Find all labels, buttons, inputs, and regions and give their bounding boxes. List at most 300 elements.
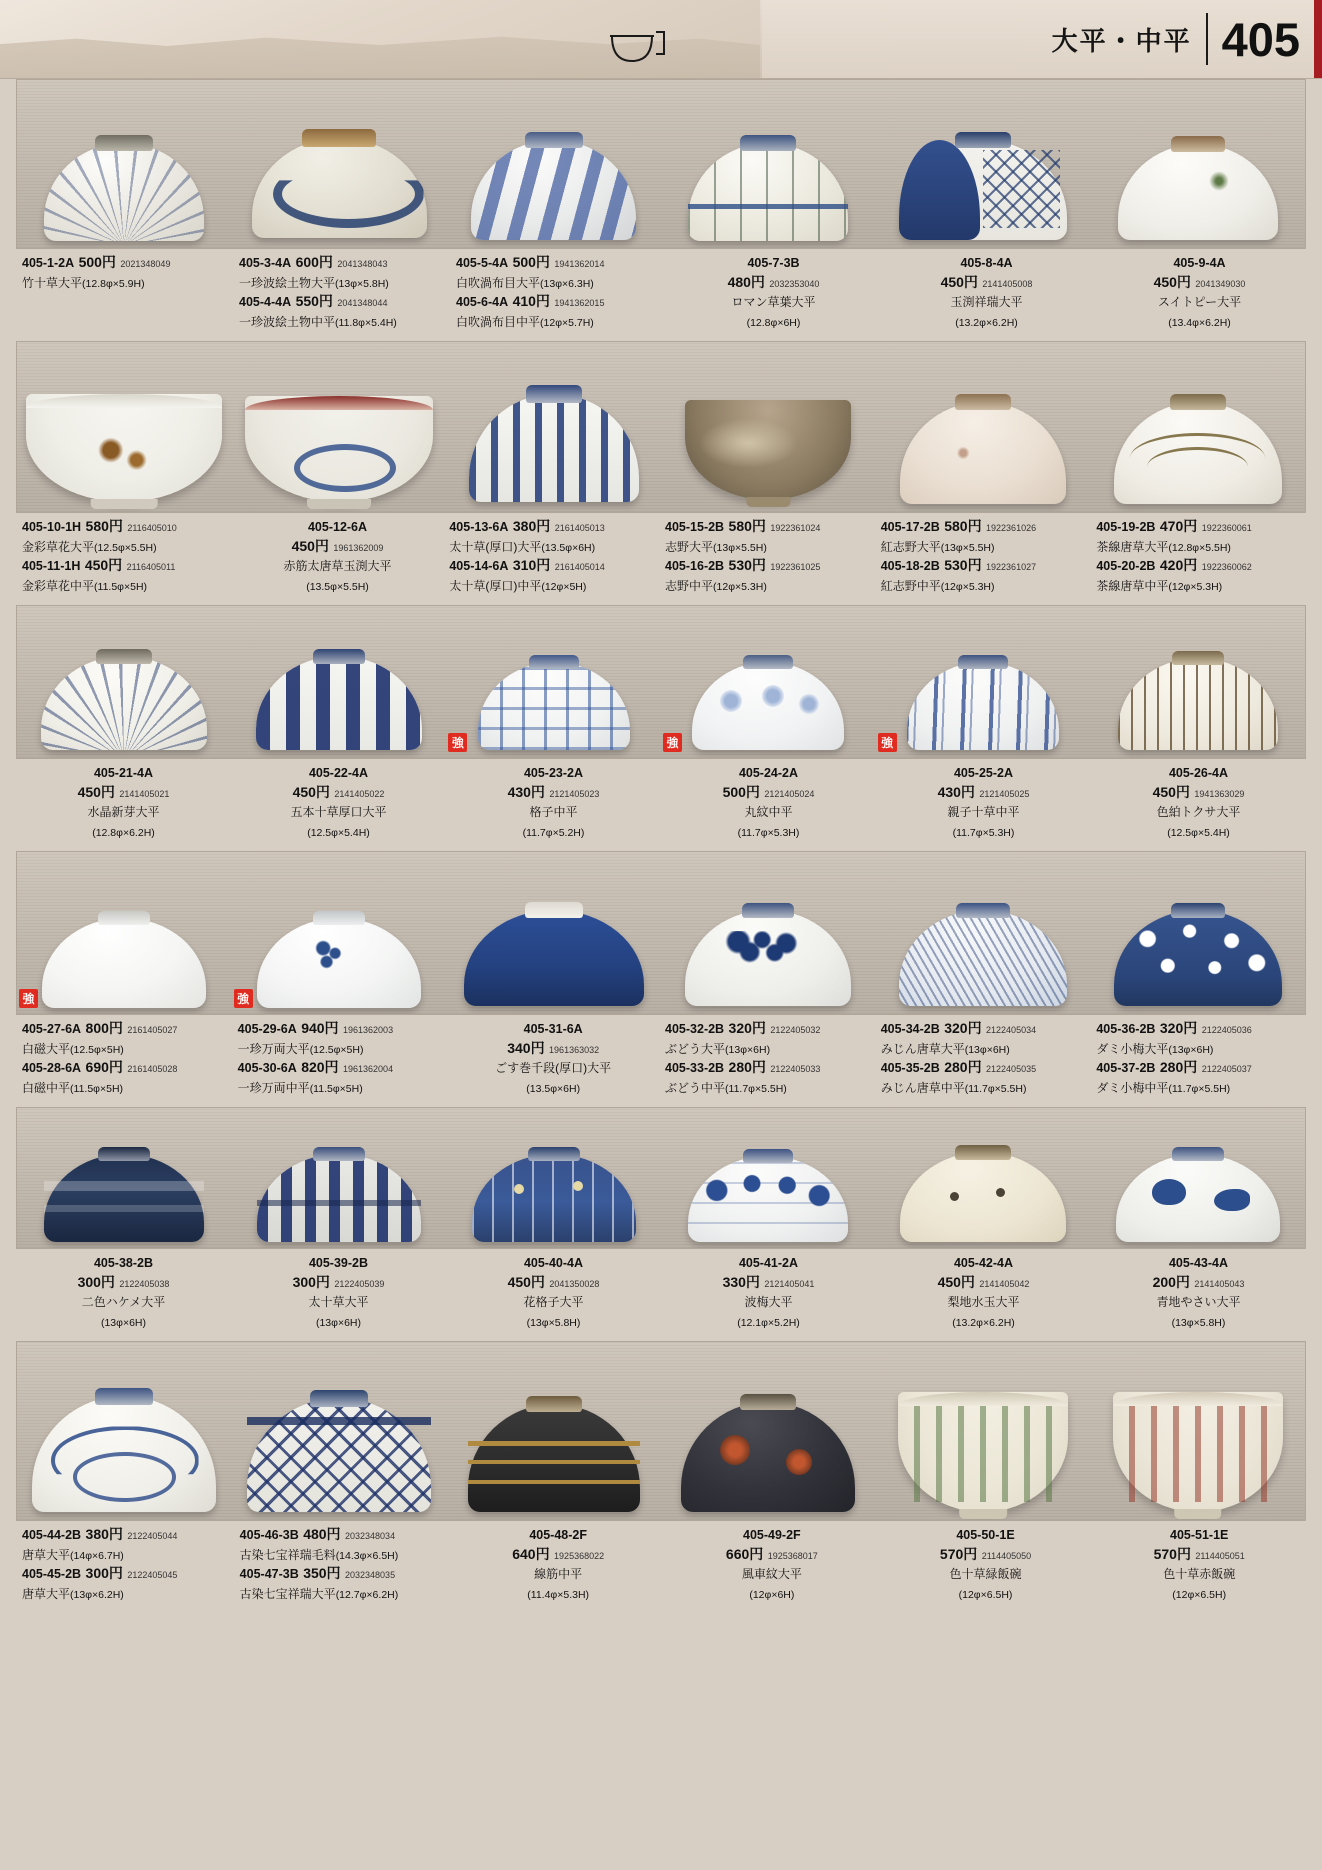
product-price: 580円 (728, 518, 766, 535)
product-dims: (14φ×6.7H) (70, 1549, 124, 1562)
product-code: 405-23-2A (523, 766, 584, 781)
product-photo (446, 1108, 661, 1248)
product-sku: 2122405045 (127, 1570, 178, 1581)
product-dims: (11.7φ×5.3H) (737, 826, 800, 839)
product-name: 赤筋太唐草玉渕大平 (283, 559, 392, 574)
caption-cell (667, 253, 880, 331)
caption-cell (880, 253, 1093, 331)
product-sku: 2122405033 (770, 1064, 821, 1075)
product-code: 405-25-2A (953, 766, 1014, 781)
photo-strip-5 (16, 1107, 1306, 1249)
product-photo (17, 606, 232, 758)
product-code: 405-43-4A (1168, 1256, 1229, 1271)
caption-cell (447, 1019, 659, 1097)
product-dims: (12.5φ×5.5H) (94, 541, 157, 554)
product-name: ダミ小梅大平 (1096, 1041, 1169, 1056)
caption-row-1 (16, 253, 1306, 331)
product-photo (446, 342, 661, 512)
product-name: 志野大平 (665, 539, 714, 554)
product-sku: 2114405051 (1195, 1550, 1245, 1561)
product-sku: 2122405036 (1201, 1025, 1252, 1036)
product-sku: 1941363029 (1194, 788, 1245, 799)
product-price: 310円 (512, 557, 551, 574)
product-name: 花格子大平 (523, 1295, 584, 1310)
product-code: 405-47-3B (239, 1567, 299, 1582)
caption-cell (443, 517, 659, 595)
product-dims: (11.7φ×5.5H) (725, 1082, 787, 1095)
product-name: スイトピー大平 (1157, 295, 1242, 310)
product-price: 550円 (295, 293, 333, 310)
product-dims: (12φ×5.7H) (540, 316, 594, 329)
product-sku: 2141405008 (982, 278, 1033, 289)
caption-cell (233, 253, 450, 331)
product-dims: (12.5φ×5H) (309, 1043, 364, 1056)
strong-badge: 強 (878, 733, 897, 752)
product-price: 450円 (507, 1273, 545, 1290)
product-code: 405-44-2B (22, 1528, 82, 1543)
caption-cell (234, 1525, 452, 1603)
product-sku: 1922360062 (1201, 562, 1252, 573)
product-photo (446, 606, 661, 758)
caption-cell (1093, 253, 1306, 331)
caption-cell (446, 1253, 661, 1331)
product-dims: (13φ×5.8H) (526, 1316, 581, 1329)
product-price: 640円 (512, 1545, 550, 1562)
product-code: 405-10-1H (22, 520, 82, 535)
product-dims: (12.1φ×5.2H) (737, 1316, 800, 1329)
product-dims: (12.8φ×6H) (746, 316, 801, 329)
product-photo (661, 1342, 876, 1520)
product-price: 280円 (944, 1059, 982, 1076)
product-name: 一珍万両中平 (237, 1080, 310, 1095)
product-sku: 2021348049 (120, 259, 171, 269)
product-name: 格子中平 (529, 805, 578, 820)
product-dims: (12φ×5.3H) (713, 580, 767, 593)
product-sku: 2141405021 (119, 788, 170, 799)
caption-row-5 (16, 1253, 1306, 1331)
product-name: ダミ小梅中平 (1096, 1080, 1169, 1095)
product-photo (661, 342, 876, 512)
product-photo (1090, 1108, 1305, 1248)
product-code: 405-42-4A (953, 1256, 1014, 1271)
product-dims: (13.5φ×5.5H) (306, 580, 369, 593)
product-photo (232, 342, 447, 512)
strong-badge: 強 (234, 989, 253, 1008)
product-name: みじん唐草大平 (880, 1041, 965, 1056)
product-name: みじん唐草中平 (880, 1080, 965, 1095)
product-price: 300円 (292, 1273, 330, 1290)
product-code: 405-8-4A (960, 256, 1013, 270)
product-photo (17, 1108, 232, 1248)
caption-row-6 (16, 1525, 1306, 1603)
product-sku: 1941362014 (554, 259, 605, 269)
product-code: 405-17-2B (880, 520, 940, 535)
product-row-2 (16, 341, 1306, 595)
product-price: 380円 (512, 518, 551, 535)
strong-badge: 強 (448, 733, 467, 752)
caption-cell (16, 1019, 232, 1097)
product-price: 580円 (85, 518, 123, 535)
product-sku: 2122405032 (770, 1025, 821, 1036)
product-dims: (12φ×6H) (749, 1588, 795, 1601)
product-price: 320円 (1159, 1020, 1198, 1037)
product-price: 690円 (85, 1059, 123, 1076)
product-price: 500円 (512, 254, 550, 270)
product-price: 660円 (725, 1545, 764, 1562)
product-sku: 2041349030 (1195, 278, 1246, 289)
product-name: 紅志野中平 (880, 578, 941, 593)
product-price: 450円 (291, 537, 329, 554)
product-price: 820円 (301, 1059, 339, 1076)
product-price: 320円 (944, 1020, 982, 1037)
product-photo (661, 80, 876, 248)
product-dims: (13φ×5.8H) (1171, 1316, 1226, 1329)
product-price: 350円 (303, 1565, 341, 1582)
caption-cell (1090, 517, 1306, 595)
product-sku: 2141405042 (979, 1278, 1030, 1289)
product-price: 410円 (512, 293, 550, 310)
product-dims: (14.3φ×6.5H) (335, 1549, 399, 1562)
product-code: 405-29-6A (237, 1022, 297, 1037)
product-name: 白磁大平 (22, 1041, 71, 1056)
caption-row-3 (16, 763, 1306, 841)
product-price: 300円 (77, 1273, 115, 1290)
photo-strip-6 (16, 1341, 1306, 1521)
product-code: 405-12-6A (307, 520, 368, 535)
title-divider (1206, 13, 1208, 65)
caption-cell (659, 1019, 875, 1097)
product-sku: 1961362009 (333, 542, 384, 553)
caption-cell (231, 1253, 446, 1331)
product-sku: 2122405044 (127, 1531, 178, 1542)
product-code: 405-39-2B (308, 1256, 369, 1271)
product-dims: (11.7φ×5.2H) (522, 826, 585, 839)
product-sku: 1961362004 (343, 1064, 394, 1075)
product-code: 405-26-4A (1168, 766, 1229, 781)
product-dims: (13.5φ×6H) (541, 541, 596, 554)
product-price: 500円 (722, 783, 760, 800)
product-row-3 (16, 605, 1306, 841)
product-row-1 (16, 79, 1306, 331)
product-price: 470円 (1159, 518, 1198, 535)
product-price: 940円 (301, 1020, 339, 1037)
product-code: 405-7-3B (747, 256, 800, 270)
product-code: 405-13-6A (449, 520, 509, 535)
product-price: 320円 (728, 1020, 766, 1037)
product-dims: (13φ×6H) (315, 1316, 362, 1329)
caption-cell (16, 763, 231, 841)
product-name: 茶線唐草中平 (1096, 578, 1169, 593)
product-sku: 2116405011 (126, 562, 176, 573)
product-code: 405-11-1H (22, 559, 81, 574)
product-name: 一珍万両大平 (237, 1041, 310, 1056)
product-dims: (13.2φ×6.2H) (955, 316, 1018, 329)
red-edge-bar (1314, 0, 1322, 78)
product-photo (17, 852, 232, 1014)
product-code: 405-19-2B (1096, 520, 1156, 535)
product-code: 405-28-6A (22, 1061, 82, 1076)
product-code: 405-38-2B (93, 1256, 154, 1271)
product-name: 一珍波絵土物中平 (239, 314, 336, 329)
product-sku: 1941362015 (554, 298, 605, 309)
product-photo (232, 80, 447, 248)
product-dims: (12φ×6.5H) (958, 1588, 1013, 1601)
caption-cell (661, 763, 876, 841)
product-sku: 1925368017 (767, 1550, 818, 1561)
caption-cell (879, 1525, 1093, 1603)
product-dims: (11.4φ×5.3H) (527, 1588, 590, 1601)
product-dims: (12φ×5.3H) (940, 580, 995, 593)
product-photo (446, 1342, 661, 1520)
product-name: 古染七宝祥瑞毛料 (239, 1547, 336, 1562)
product-code: 405-27-6A (22, 1022, 82, 1037)
product-photo (232, 1108, 447, 1248)
product-photo (661, 606, 876, 758)
product-price: 450円 (77, 783, 115, 800)
product-sku: 2032348034 (345, 1531, 396, 1542)
caption-cell (1090, 1019, 1306, 1097)
product-sku: 1922361024 (770, 523, 821, 534)
caption-cell (232, 1019, 448, 1097)
product-sku: 1922361027 (986, 562, 1037, 573)
product-name: 白吹渦布目中平 (456, 314, 541, 329)
product-name: 親子十草中平 (947, 805, 1020, 820)
product-sku: 2121405024 (764, 788, 815, 799)
product-name: 紅志野大平 (880, 539, 941, 554)
product-sku: 2161405014 (554, 562, 605, 573)
product-name: 竹十草大平 (22, 275, 83, 290)
bowl-icon (606, 24, 668, 64)
product-code: 405-36-2B (1096, 1022, 1156, 1037)
product-price: 480円 (303, 1526, 341, 1543)
product-name: 色十草緑飯碗 (949, 1567, 1022, 1582)
product-price: 450円 (940, 273, 978, 290)
product-photo (17, 1342, 232, 1520)
product-dims: (13φ×6H) (100, 1316, 147, 1329)
caption-cell (659, 517, 875, 595)
product-name: 線筋中平 (534, 1567, 583, 1582)
product-dims: (11.5φ×5H) (70, 1082, 124, 1095)
product-sku: 2122405037 (1201, 1064, 1252, 1075)
product-code: 405-32-2B (665, 1022, 725, 1037)
product-price: 450円 (84, 557, 123, 574)
product-name: ロマン草葉大平 (731, 295, 816, 310)
product-name: 唐草大平 (22, 1586, 71, 1601)
product-code: 405-22-4A (308, 766, 369, 781)
product-sku: 2141405022 (334, 788, 385, 799)
product-photo (17, 342, 232, 512)
product-row-4 (16, 851, 1306, 1097)
product-price: 530円 (944, 557, 982, 574)
product-photo (17, 80, 232, 248)
product-name: 波梅大平 (744, 1295, 793, 1310)
product-code: 405-31-6A (523, 1022, 583, 1037)
product-photo (661, 852, 876, 1014)
product-price: 430円 (937, 783, 975, 800)
product-price: 450円 (937, 1273, 975, 1290)
product-name: ぶどう中平 (665, 1080, 726, 1095)
product-sku: 2116405010 (127, 523, 177, 534)
product-price: 600円 (295, 254, 333, 270)
product-dims: (11.5φ×5H) (309, 1082, 363, 1095)
product-price: 570円 (1153, 1545, 1191, 1562)
product-dims: (12φ×5.3H) (1168, 580, 1223, 593)
product-name: 色十草赤飯碗 (1163, 1567, 1236, 1582)
caption-row-4 (16, 1019, 1306, 1097)
caption-cell (231, 763, 446, 841)
product-code: 405-15-2B (665, 520, 725, 535)
product-code: 405-37-2B (1096, 1061, 1156, 1076)
product-code: 405-21-4A (93, 766, 154, 781)
product-code: 405-3-4A (239, 256, 292, 270)
product-dims: (13φ×5.8H) (335, 277, 389, 290)
product-photo (446, 852, 661, 1014)
product-name: 丸紋中平 (744, 805, 793, 820)
product-sku: 1925368022 (554, 1550, 605, 1561)
product-sku: 2122405038 (119, 1278, 170, 1289)
product-sku: 2041350028 (549, 1278, 600, 1289)
product-dims: (12.5φ×5H) (70, 1043, 124, 1056)
product-photo (661, 1108, 876, 1248)
product-photo (1090, 80, 1305, 248)
product-code: 405-14-6A (449, 559, 509, 574)
photo-strip-3 (16, 605, 1306, 759)
product-code: 405-1-2A (22, 256, 75, 270)
product-photo (1090, 852, 1305, 1014)
product-price: 280円 (1159, 1059, 1198, 1076)
product-dims: (12.5φ×5.4H) (307, 826, 370, 839)
product-sku: 2141405043 (1194, 1278, 1245, 1289)
caption-cell (451, 1525, 665, 1603)
product-sku: 1961362003 (343, 1025, 394, 1036)
product-photo (876, 1108, 1091, 1248)
product-price: 500円 (78, 254, 116, 270)
product-sku: 1961363032 (549, 1044, 600, 1055)
caption-cell (16, 1525, 234, 1603)
product-sku: 2032353040 (769, 278, 820, 289)
product-code: 405-48-2F (529, 1528, 588, 1543)
product-photo (876, 342, 1091, 512)
product-sku: 2161405027 (127, 1025, 178, 1036)
photo-strip-1 (16, 79, 1306, 249)
product-name: 白吹渦布目大平 (456, 275, 541, 290)
product-code: 405-50-1E (956, 1528, 1015, 1543)
caption-cell (661, 1253, 876, 1331)
product-name: 梨地水玉大平 (947, 1295, 1020, 1310)
product-name: 金彩草花中平 (22, 578, 95, 593)
product-code: 405-6-4A (456, 295, 509, 310)
product-name: 太十草(厚口)中平 (449, 578, 542, 593)
product-name: ぶどう大平 (665, 1041, 726, 1056)
product-price: 280円 (728, 1059, 766, 1076)
page-number: 405 (1221, 12, 1300, 66)
product-photo (446, 80, 661, 248)
strong-badge: 強 (663, 733, 682, 752)
photo-strip-2 (16, 341, 1306, 513)
product-price: 340円 (507, 1039, 545, 1056)
product-dims: (13φ×6H) (1168, 1043, 1214, 1056)
caption-row-2 (16, 517, 1306, 595)
caption-cell (16, 517, 232, 595)
product-name: ごす巻千段(厚口)大平 (495, 1061, 612, 1076)
product-sku: 2121405023 (549, 788, 600, 799)
page-title: 大平・中平 (1051, 25, 1192, 56)
product-code: 405-20-2B (1096, 559, 1156, 574)
product-sku: 1922361025 (770, 562, 821, 573)
product-code: 405-51-1E (1170, 1528, 1229, 1543)
caption-cell (232, 517, 444, 595)
product-price: 450円 (1153, 273, 1191, 290)
product-name: 太十草大平 (308, 1295, 369, 1310)
product-name: 五本十草厚口大平 (290, 805, 387, 820)
product-dims: (11.7φ×5.3H) (952, 826, 1015, 839)
product-sku: 2041348044 (337, 298, 388, 309)
product-dims: (13.5φ×6H) (526, 1082, 581, 1095)
caption-cell (1091, 763, 1306, 841)
product-price: 570円 (939, 1545, 978, 1562)
product-photo (1090, 606, 1305, 758)
product-name: 唐草大平 (22, 1547, 71, 1562)
product-name: 風車紋大平 (741, 1567, 802, 1582)
caption-cell (876, 763, 1091, 841)
product-dims: (12φ×6.5H) (1172, 1588, 1227, 1601)
product-dims: (13.2φ×6.2H) (952, 1316, 1015, 1329)
caption-cell (1092, 1525, 1306, 1603)
product-dims: (12φ×5H) (541, 580, 587, 593)
product-code: 405-18-2B (880, 559, 940, 574)
product-photo (232, 606, 447, 758)
product-sku: 1922361026 (986, 523, 1037, 534)
caption-cell (450, 253, 667, 331)
strong-badge: 強 (19, 989, 38, 1008)
product-sku: 2032348035 (345, 1570, 396, 1581)
product-name: 茶線唐草大平 (1096, 539, 1169, 554)
product-code: 405-33-2B (665, 1061, 725, 1076)
product-dims: (12.5φ×5.4H) (1167, 826, 1230, 839)
product-dims: (12.7φ×6.2H) (335, 1588, 399, 1601)
product-price: 380円 (85, 1526, 123, 1543)
product-photo (876, 80, 1091, 248)
product-dims: (12.8φ×6.2H) (92, 826, 155, 839)
product-name: 白磁中平 (22, 1080, 71, 1095)
product-sku: 2121405041 (764, 1278, 815, 1289)
page-header (0, 0, 1322, 79)
product-row-6 (16, 1341, 1306, 1603)
product-photo (1090, 1342, 1305, 1520)
caption-cell (16, 1253, 231, 1331)
product-photo (876, 606, 1091, 758)
product-code: 405-24-2A (738, 766, 799, 781)
caption-cell (446, 763, 661, 841)
product-dims: (11.7φ×5.5H) (964, 1082, 1027, 1095)
product-photo (1090, 342, 1305, 512)
product-code: 405-9-4A (1173, 256, 1226, 270)
product-name: 水晶新芽大平 (87, 805, 160, 820)
product-sku: 2121405025 (979, 788, 1030, 799)
product-price: 300円 (85, 1565, 123, 1582)
header-title-area (762, 0, 1322, 78)
product-dims: (13φ×6H) (725, 1043, 771, 1056)
product-name: 玉渕祥瑞大平 (950, 295, 1023, 310)
product-photo (232, 1342, 447, 1520)
product-sku: 2122405039 (334, 1278, 385, 1289)
product-code: 405-34-2B (880, 1022, 940, 1037)
product-dims: (12.8φ×5.5H) (1168, 541, 1231, 554)
product-code: 405-16-2B (665, 559, 725, 574)
product-dims: (13.4φ×6.2H) (1168, 316, 1231, 329)
product-dims: (13φ×6.2H) (70, 1588, 124, 1601)
product-code: 405-45-2B (22, 1567, 82, 1582)
